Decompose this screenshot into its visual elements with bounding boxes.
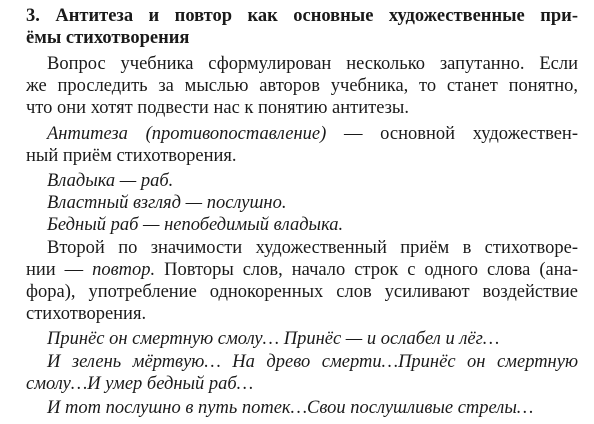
repetition-term: повтор. bbox=[92, 260, 156, 280]
paragraph-3-line-1: Второй по значимости художественный приём в стихотворе- bbox=[47, 238, 578, 258]
antithesis-example-1: Владыка — раб. bbox=[47, 171, 174, 191]
repetition-example-line-2: И зелень мёртвую… На древо смерти…Принёс он смертную bbox=[47, 352, 578, 372]
paragraph-3-line-3: фора), употребление однокоренных слов усиливают воздействие bbox=[26, 282, 578, 302]
paragraph-3-line-4: стихотворения. bbox=[26, 304, 147, 324]
paragraph-2-line-2: ный приём стихотворения. bbox=[26, 146, 237, 166]
paragraph-1-line-2: же проследить за мыслью авторов учебника, то станет понятно, bbox=[26, 76, 578, 96]
paragraph-3-line-2-start: нии — bbox=[26, 260, 93, 280]
repetition-example-line-1: Принёс он смертную смолу… Принёс — и ослабел и лёг… bbox=[47, 329, 500, 349]
antithesis-example-3: Бедный раб — непобедимый владыка. bbox=[47, 215, 344, 235]
section-heading-line-2: ёмы стихотворения bbox=[26, 28, 190, 48]
antithesis-term: Антитеза (противопоставление) bbox=[47, 124, 327, 144]
antithesis-example-2: Властный взгляд — послушно. bbox=[47, 193, 287, 213]
paragraph-1-line-1: Вопрос учебника сформулирован несколько запутанно. Если bbox=[47, 54, 578, 74]
paragraph-2-line-1 bbox=[47, 123, 578, 145]
paragraph-2-rest: — основной художествен- bbox=[326, 124, 578, 144]
repetition-example-line-4: И тот послушно в путь потек…Свои послушливые стрелы… bbox=[47, 398, 534, 418]
repetition-example-line-3: смолу…И умер бедный раб… bbox=[26, 374, 254, 394]
paragraph-1-line-3: что они хотят подвести нас к понятию антитезы. bbox=[26, 98, 409, 118]
section-heading-line-1: 3. Антитеза и повтор как основные художественные при- bbox=[26, 6, 578, 26]
paragraph-3-line-2-end: Повторы слов, начало строк с одного слова (ана- bbox=[155, 260, 578, 280]
paragraph-3-line-2 bbox=[26, 259, 578, 281]
